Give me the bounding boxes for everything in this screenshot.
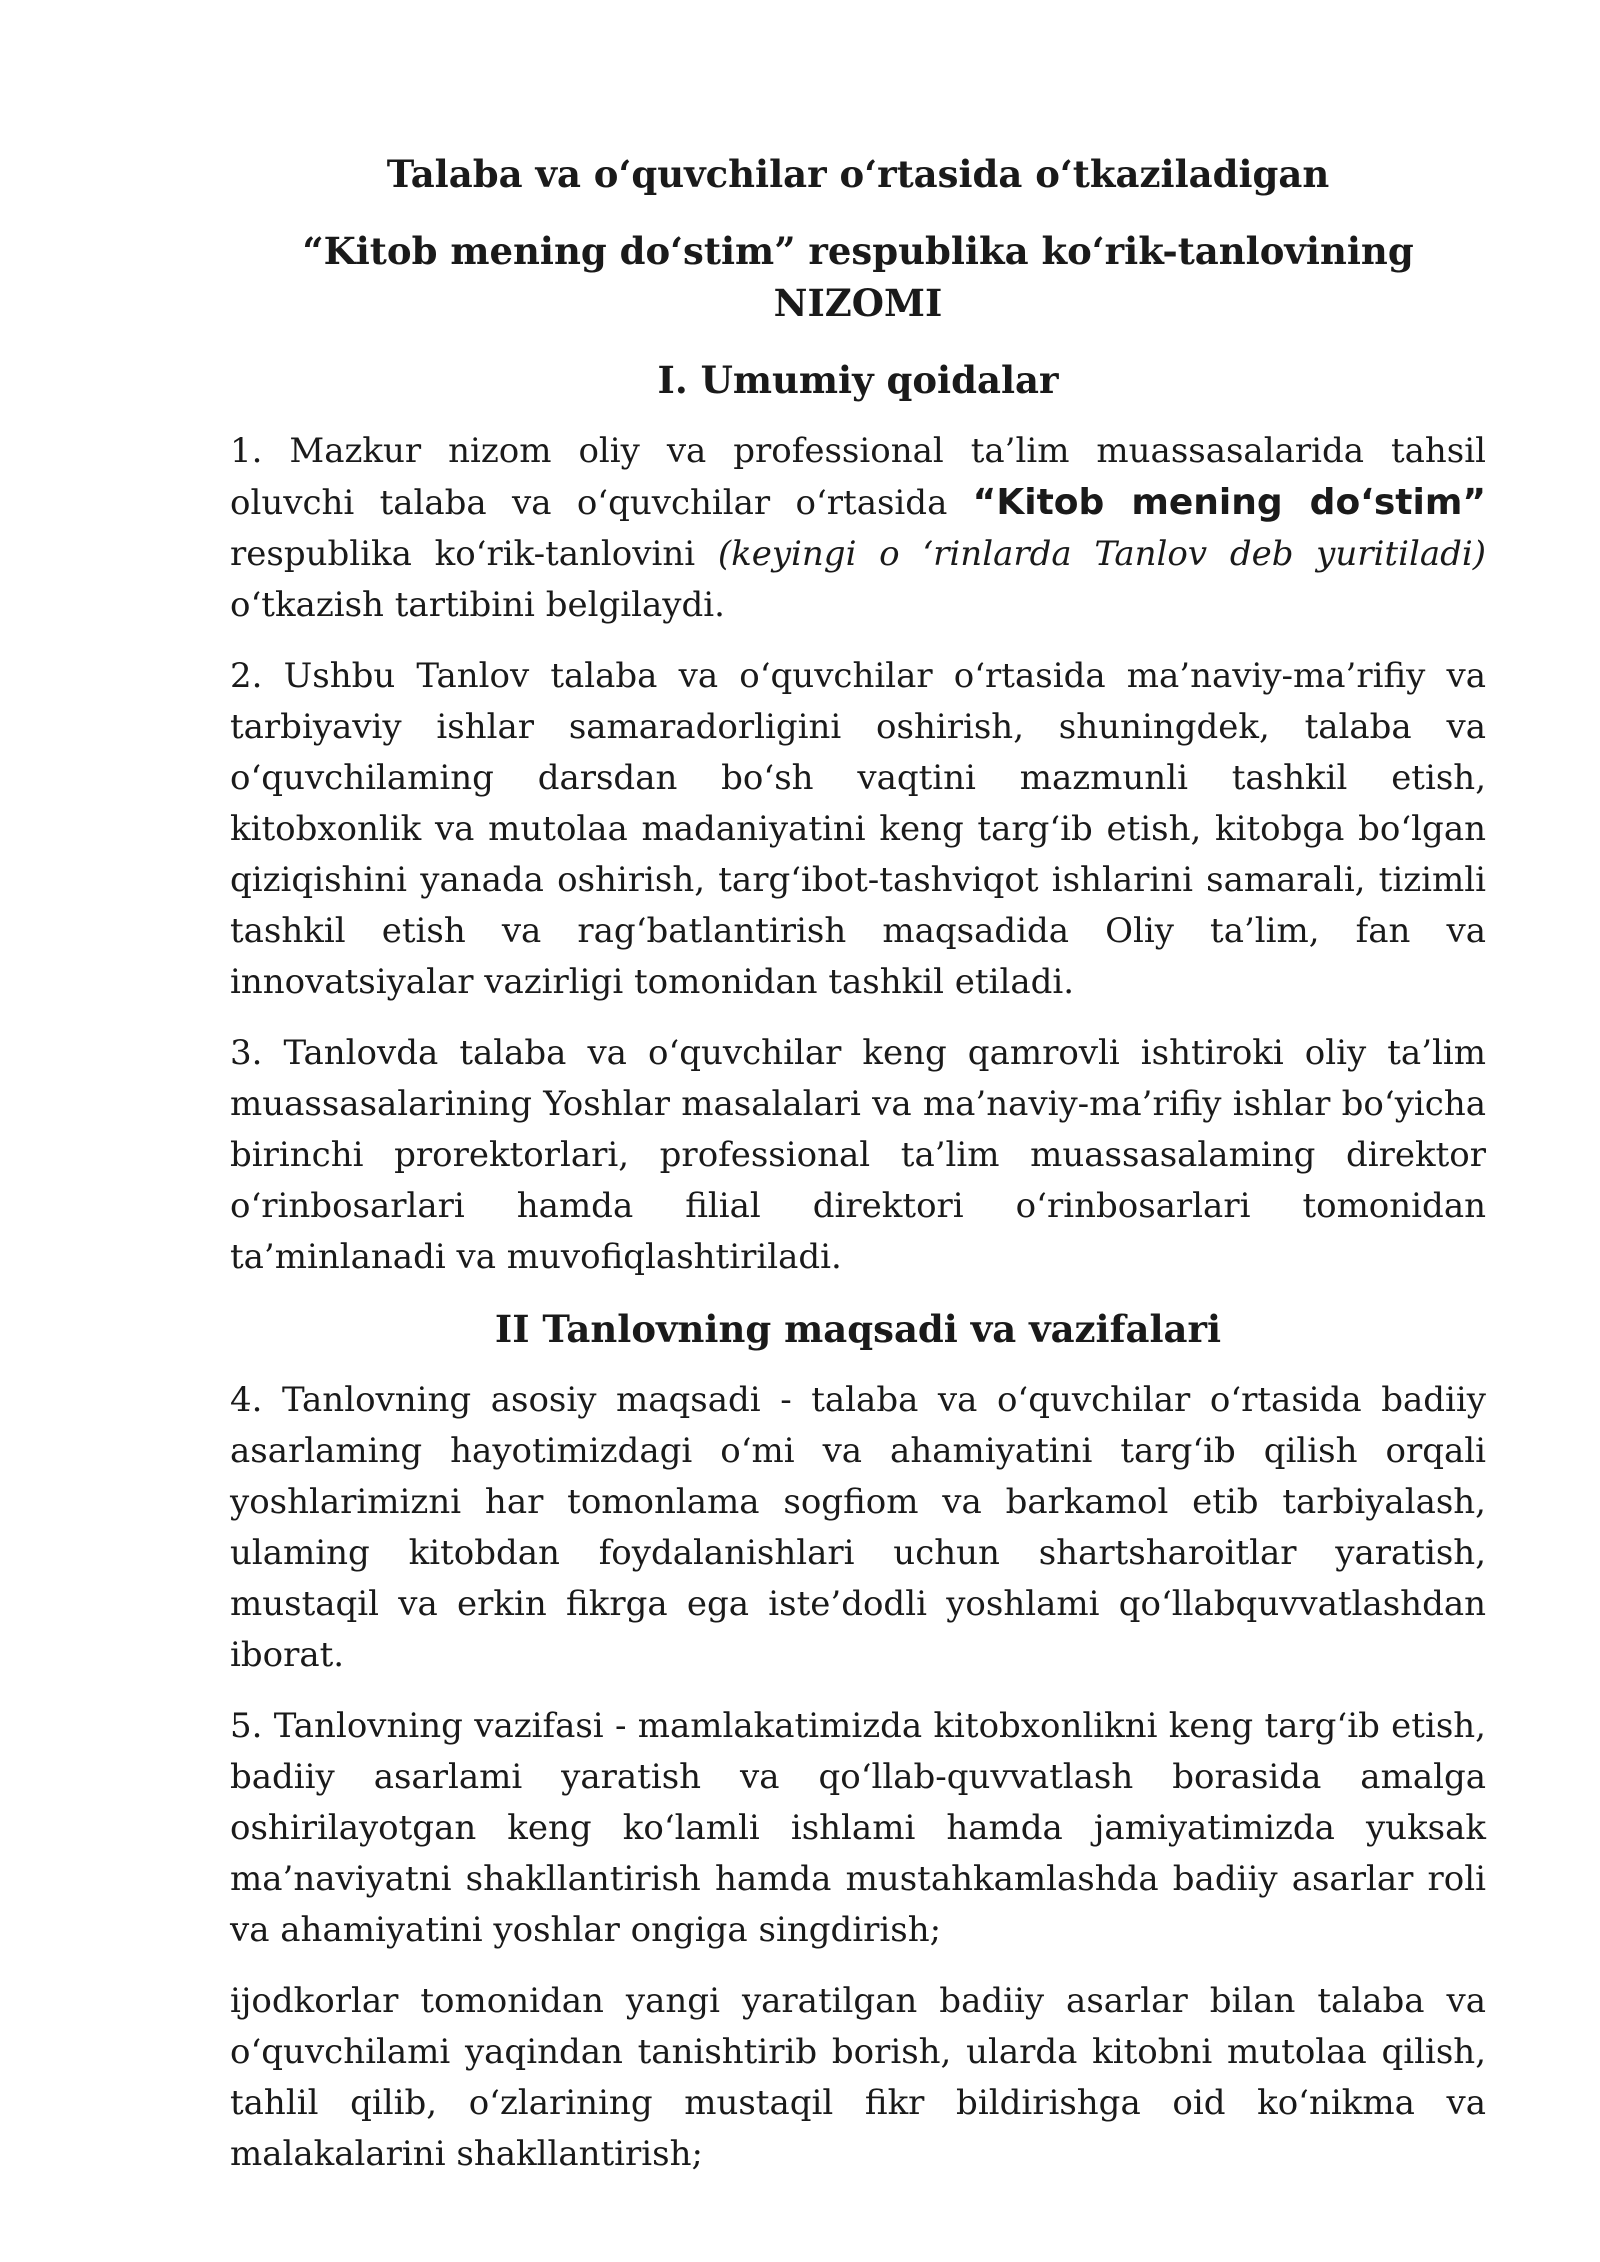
paragraph-1-bold-title: “Kitob mening do‘stim” <box>972 482 1487 523</box>
document-title-line-1: Talaba va o‘quvchilar o‘rtasida o‘tkaziladigan <box>386 152 1330 196</box>
document-title-line-2: “Kitob mening do‘stim” respublika ko‘rik-tanlovining NIZOMI <box>302 229 1414 325</box>
paragraph-1-text-a: 1. Mazkur nizom oliy va professional ta’lim muassasalarida tahsil oluvchi talaba va o‘quvchilar o‘rtasida <box>230 431 1486 523</box>
paragraph-1-text-b: respublika ko‘rik-tanlovini <box>230 534 718 574</box>
paragraph-2: 2. Ushbu Tanlov talaba va o‘quvchilar o‘rtasida ma’naviy-ma’rifiy va tarbiyaviy ishlar samaradorligini oshirish, shuningdek, talaba va o‘quvchilaming darsdan bo‘sh vaqtini mazmunli tashkil etish, kitobxonlik va mutolaa madaniyatini keng targ‘ib etish, kitobga bo‘lgan qiziqishini yanada oshirish, targ‘ibot-tashviqot ishlarini samarali, tizimli tashkil etish va rag‘batlantirish maqsadida Oliy ta’lim, fan va innovatsiyalar vazirligi tomonidan tashkil etiladi. <box>230 656 1486 1002</box>
paragraph-3: 3. Tanlovda talaba va o‘quvchilar keng qamrovli ishtiroki oliy ta’lim muassasalarining Yoshlar masalalari va ma’naviy-ma’rifiy ishlar bo‘yicha birinchi prorektorlari, professional ta’lim muassasalaming direktor o‘rinbosarlari hamda filial direktori o‘rinbosarlari tomonidan ta’minlanadi va muvofiqlashtiriladi. <box>230 1033 1486 1277</box>
document-page <box>230 148 1486 2200</box>
paragraph-1-italic-note: (keyingi o ‘rinlarda Tanlov deb yuritiladi) <box>717 534 1487 574</box>
paragraph-1-text-c: o‘tkazish tartibini belgilaydi. <box>230 585 725 625</box>
paragraph-6: ijodkorlar tomonidan yangi yaratilgan badiiy asarlar bilan talaba va o‘quvchilami yaqindan tanishtirib borish, ularda kitobni mutolaa qilish, tahlil qilib, o‘zlarining mustaqil fikr bildirishga oid ko‘nikma va malakalarini shakllantirish; <box>230 1981 1486 2174</box>
paragraph-5: 5. Tanlovning vazifasi - mamlakatimizda kitobxonlikni keng targ‘ib etish, badiiy asarlami yaratish va qo‘llab-quvvatlash borasida amalga oshirilayotgan keng ko‘lamli ishlami hamda jamiyatimizda yuksak ma’naviyatni shakllantirish hamda mustahkamlashda badiiy asarlar roli va ahamiyatini yoshlar ongiga singdirish; <box>230 1706 1486 1950</box>
section-heading-goals-and-tasks: II Tanlovning maqsadi va vazifalari <box>494 1307 1222 1351</box>
paragraph-1 <box>230 426 1486 631</box>
section-heading-general-rules: I. Umumiy qoidalar <box>657 358 1059 402</box>
paragraph-4: 4. Tanlovning asosiy maqsadi - talaba va o‘quvchilar o‘rtasida badiiy asarlaming hayotimizdagi o‘mi va ahamiyatini targ‘ib qilish orqali yoshlarimizni har tomonlama sogfiom va barkamol etib tarbiyalash, ulaming kitobdan foydalanishlari uchun shartsharoitlar yaratish, mustaqil va erkin fikrga ega iste’dodli yoshlami qo‘llabquvvatlashdan iborat. <box>230 1380 1486 1675</box>
